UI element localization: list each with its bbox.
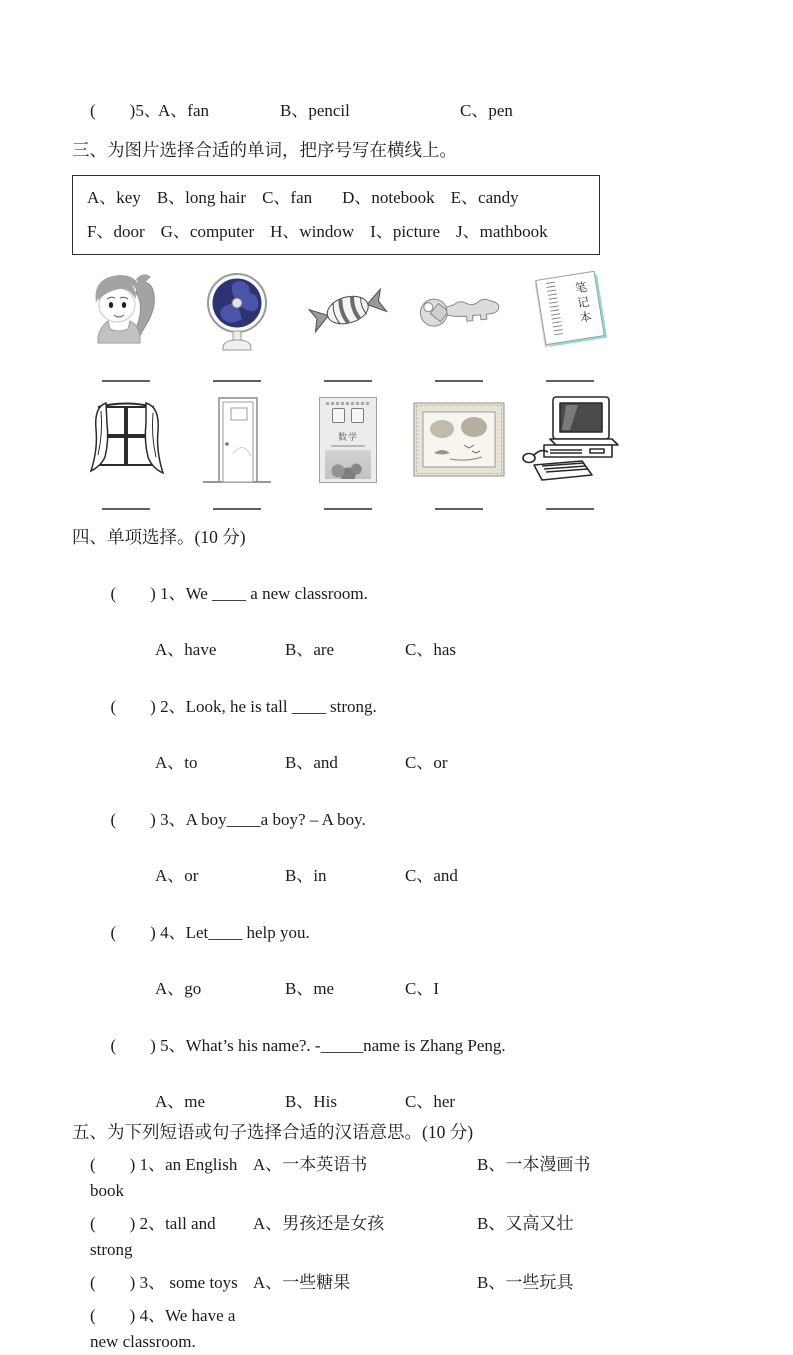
question-row (85, 894, 793, 972)
option-a: A、or (155, 866, 199, 885)
word-bank-item: C、fan (262, 188, 313, 207)
match-phrase: an English book (90, 1155, 242, 1200)
match-phrase: tall and strong (90, 1214, 220, 1259)
answer-blank (213, 380, 261, 382)
door-image (201, 394, 273, 486)
option-a: A、have (155, 640, 217, 659)
picture-item-computer (517, 394, 624, 510)
match-phrase: some toys (165, 1273, 238, 1292)
option-a: A、男孩还是女孩 (253, 1214, 385, 1233)
option-b: B、一本漫画书 (477, 1155, 591, 1174)
question-stem: What’s his name?. -_____name is Zhang Peng. (185, 1036, 506, 1055)
computer-image (520, 394, 620, 486)
option-a: A、to (155, 753, 198, 772)
word-bank-box (72, 175, 600, 255)
mathbook-emblems (329, 408, 367, 428)
option-c: C、or (405, 753, 448, 772)
mathbook-subtitle-line (331, 445, 365, 447)
option-b (477, 1303, 793, 1355)
word-bank-item: F、door (87, 222, 145, 241)
mathbook-series-line (326, 402, 370, 405)
question-options (155, 750, 793, 776)
section-four-heading: 四、单项选择。(10 分) (72, 527, 246, 547)
question-row (85, 668, 793, 746)
word-bank-item: E、candy (450, 188, 519, 207)
window-image (76, 394, 176, 486)
girl-long-hair-image (86, 266, 166, 356)
question-row (85, 781, 793, 859)
match-stem (90, 1303, 253, 1355)
notebook-caption: 笔记本 (572, 280, 594, 327)
answer-paren-marker: ( ) 2、 (90, 1214, 166, 1233)
option-c: C、I (405, 979, 439, 998)
question-stem: Let____ help you. (185, 923, 310, 942)
question-options (155, 863, 793, 889)
picture-item-window (72, 394, 179, 510)
answer-blank (546, 380, 594, 382)
option-a: A、一本英语书 (253, 1155, 368, 1174)
option-b: B、are (285, 640, 335, 659)
word-bank-line-1 (87, 181, 585, 215)
question-stem: We ____ a new classroom. (185, 584, 368, 603)
mathbook-cover-art (325, 450, 371, 479)
picture-item-key (406, 266, 513, 382)
answer-paren-marker: ( ) 1、 (90, 1155, 166, 1174)
match-row (90, 1211, 793, 1263)
word-bank-item: H、window (270, 222, 355, 241)
question-stem: A boy____a boy? – A boy. (185, 810, 366, 829)
option-c: C、pen (460, 101, 513, 120)
answer-paren-marker: ( ) 2、 (110, 697, 186, 716)
key-image (413, 266, 505, 356)
pictures-row-1 (72, 266, 624, 382)
section-three-heading: 三、为图片选择合适的单词，把序号写在横线上。 (72, 140, 457, 160)
match-row (90, 1152, 793, 1204)
answer-blank (213, 508, 261, 510)
option-b: B、一些玩具 (477, 1273, 574, 1292)
match-stem (90, 1270, 253, 1296)
answer-blank (435, 380, 483, 382)
answer-paren-marker: ( ) 3、 (90, 1273, 166, 1292)
option-b: B、and (285, 753, 338, 772)
picture-item-fan (183, 266, 290, 382)
question-options (155, 1089, 793, 1115)
answer-blank (546, 508, 594, 510)
option-b: B、in (285, 866, 327, 885)
answer-paren-marker: ( ) 4、 (110, 923, 186, 942)
question-options (155, 637, 793, 663)
answer-blank (102, 508, 150, 510)
mathbook-caption: 数学 (337, 432, 358, 442)
picture-item-door (183, 394, 290, 510)
match-stem (90, 1152, 253, 1204)
question-stem: Look, he is tall ____ strong. (185, 697, 377, 716)
picture-item-mathbook (294, 394, 401, 510)
picture-item-candy (294, 266, 401, 382)
pictures-row-2 (72, 394, 624, 510)
answer-paren-marker: ( ) 5、 (110, 1036, 186, 1055)
match-phrase: We have a new classroom. (90, 1306, 240, 1351)
option-a: A、fan (158, 101, 209, 120)
framed-picture-image (412, 394, 506, 486)
answer-blank (324, 380, 372, 382)
option-c: C、her (405, 1092, 456, 1111)
option-c: C、and (405, 866, 458, 885)
question-options (155, 976, 793, 1002)
fan-image (197, 266, 277, 356)
picture-item-girl (72, 266, 179, 382)
match-row (90, 1303, 793, 1355)
answer-paren-marker: ( ) 3、 (110, 810, 186, 829)
option-b: B、His (285, 1092, 337, 1111)
answer-paren-marker: ( )5、 (90, 101, 161, 120)
candy-image (300, 266, 396, 356)
option-a: A、me (155, 1092, 206, 1111)
mathbook-image (319, 394, 377, 486)
option-a: A、go (155, 979, 202, 998)
question-row (85, 555, 793, 633)
option-b: B、pencil (280, 101, 350, 120)
answer-paren-marker: ( ) 1、 (110, 584, 186, 603)
word-bank-item: I、picture (370, 222, 441, 241)
word-bank-item: J、mathbook (456, 222, 548, 241)
question-row (85, 1007, 793, 1085)
word-bank-item: B、long hair (156, 188, 247, 207)
word-bank-item: A、key (87, 188, 141, 207)
option-b: B、又高又壮 (477, 1214, 574, 1233)
word-bank-item: D、notebook (342, 188, 435, 207)
option-a: A、一些糖果 (253, 1273, 351, 1292)
option-a (253, 1303, 477, 1355)
picture-item-picture-frame (406, 394, 513, 510)
match-row (90, 1270, 793, 1296)
option-c: C、has (405, 640, 456, 659)
answer-blank (324, 508, 372, 510)
carryover-question-row (90, 98, 793, 124)
answer-paren-marker: ( ) 4、 (90, 1306, 166, 1325)
word-bank-item: G、computer (160, 222, 255, 241)
match-stem (90, 1211, 253, 1263)
answer-blank (435, 508, 483, 510)
word-bank-line-2 (87, 215, 585, 249)
option-b: B、me (285, 979, 335, 998)
section-five-heading: 五、为下列短语或句子选择合适的汉语意思。(10 分) (72, 1122, 474, 1142)
picture-item-notebook (517, 266, 624, 382)
notebook-image (530, 266, 610, 356)
answer-blank (102, 380, 150, 382)
